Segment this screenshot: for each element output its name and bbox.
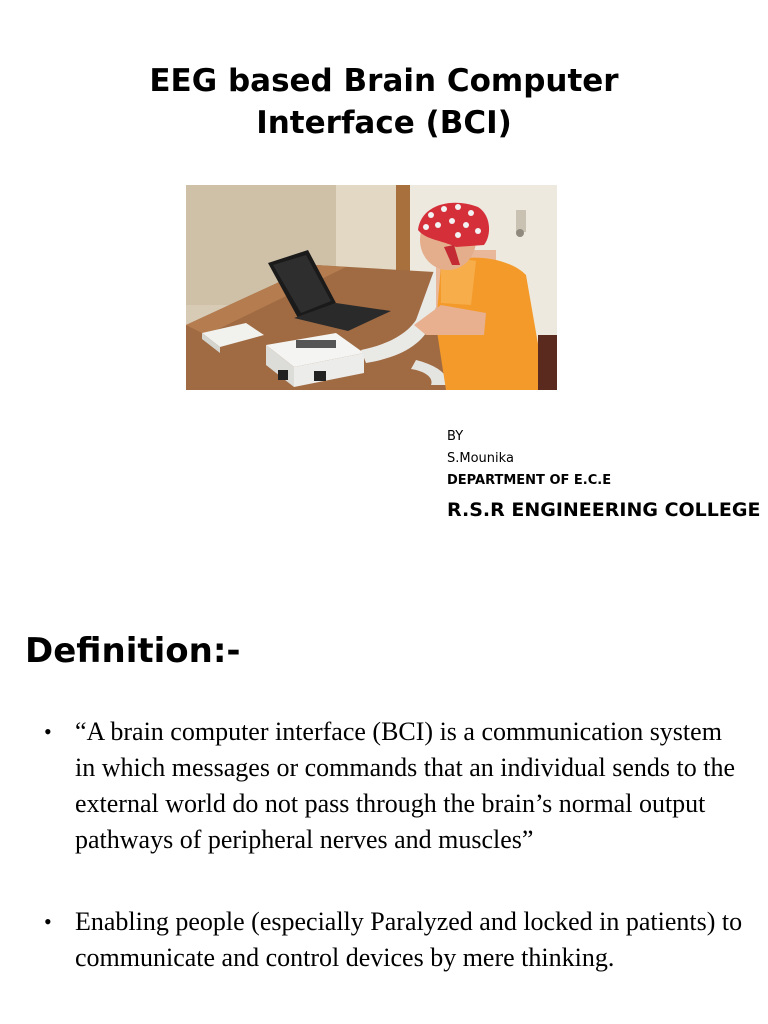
slide-title <box>0 60 768 144</box>
bullet-text: “A brain computer interface (BCI) is a communication system in which messages or commands that an individual sends to the external world do not pass through the brain’s normal output pathways of peripheral nerves and muscles” <box>75 717 735 854</box>
definition-heading: Definition:- <box>25 631 241 671</box>
bullet-icon: • <box>44 909 52 934</box>
department: DEPARTMENT OF E.C.E <box>447 473 612 488</box>
college-name: R.S.R ENGINEERING COLLEGE <box>447 499 761 521</box>
title-line-1: EEG based Brain Computer <box>149 63 619 99</box>
author-info <box>447 426 760 524</box>
list-item <box>44 904 744 976</box>
author-name: S.Mounika <box>447 451 514 466</box>
definition-list <box>44 714 744 1022</box>
by-label: BY <box>447 429 464 444</box>
list-item <box>44 714 744 858</box>
bullet-icon: • <box>44 719 52 744</box>
eeg-photo <box>186 185 557 390</box>
bullet-text: Enabling people (especially Paralyzed and locked in patients) to communicate and control devices by mere thinking. <box>75 907 743 972</box>
title-line-2: Interface (BCI) <box>256 105 512 141</box>
